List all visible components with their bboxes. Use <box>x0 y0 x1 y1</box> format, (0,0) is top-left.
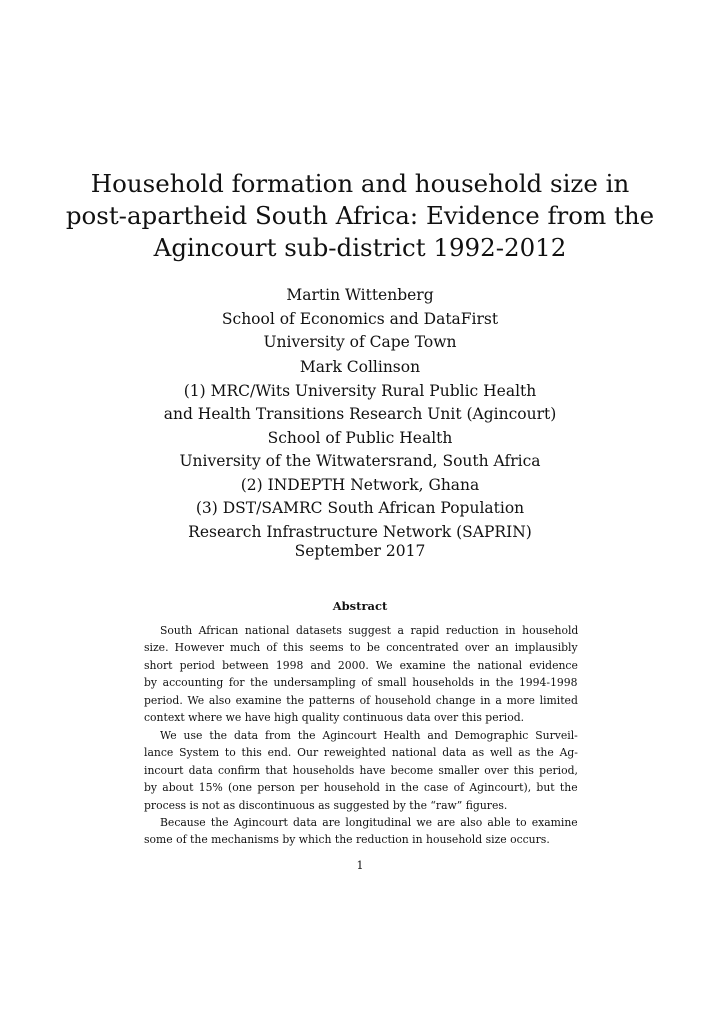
author-affiliation: University of Cape Town <box>263 333 457 351</box>
title-line: Agincourt sub-district 1992-2012 <box>153 233 567 262</box>
abstract-line: Because the Agincourt data are longitudinal we are also able to examine <box>160 815 578 829</box>
author-affiliation: University of the Witwatersrand, South Africa <box>179 452 541 470</box>
author-affiliation: (1) MRC/Wits University Rural Public Health <box>183 381 537 400</box>
paper-title <box>60 168 660 264</box>
publication-date: September 2017 <box>294 542 426 560</box>
abstract-line: size. However much of this seems to be concentrated over an implausibly <box>144 641 578 655</box>
abstract-line: period. We also examine the patterns of household change in a more limited <box>144 693 578 707</box>
title-line: Household formation and household size in <box>90 169 630 198</box>
author-name: Martin Wittenberg <box>286 286 434 304</box>
author-affiliation: and Health Transitions Research Unit (Agincourt) <box>163 405 557 423</box>
abstract-line: by accounting for the undersampling of small households in the 1994-1998 <box>144 676 578 690</box>
author-block-wittenberg <box>60 284 660 355</box>
author-block-collinson <box>60 356 660 544</box>
abstract-line: short period between 1998 and 2000. We examine the national evidence <box>144 658 578 672</box>
page-number: 1 <box>356 859 364 872</box>
abstract-heading: Abstract <box>332 599 388 613</box>
author-name: Mark Collinson <box>299 358 421 376</box>
title-line: post-apartheid South Africa: Evidence from the <box>65 201 655 230</box>
abstract-line: We use the data from the Agincourt Health and Demographic Surveil- <box>160 728 578 742</box>
abstract-line: lance System to this end. Our reweighted national data as well as the Ag- <box>144 746 578 760</box>
abstract-body <box>144 622 578 849</box>
author-affiliation: (2) INDEPTH Network, Ghana <box>240 475 480 494</box>
author-affiliation: (3) DST/SAMRC South African Population <box>195 499 525 517</box>
abstract-line: some of the mechanisms by which the reduction in household size occurs. <box>144 833 550 847</box>
author-affiliation: School of Economics and DataFirst <box>221 309 499 328</box>
author-affiliation: Research Infrastructure Network (SAPRIN) <box>188 522 532 541</box>
abstract-line: by about 15% (one person per household in the case of Agincourt), but the <box>144 781 578 795</box>
abstract-line: process is not as discontinuous as suggested by the “raw” figures. <box>144 798 508 812</box>
abstract-line: context where we have high quality continuous data over this period. <box>144 711 525 725</box>
abstract-line: incourt data confirm that households have become smaller over this period, <box>144 763 578 777</box>
author-affiliation: School of Public Health <box>267 428 453 447</box>
abstract-line: South African national datasets suggest a rapid reduction in household <box>160 624 579 637</box>
